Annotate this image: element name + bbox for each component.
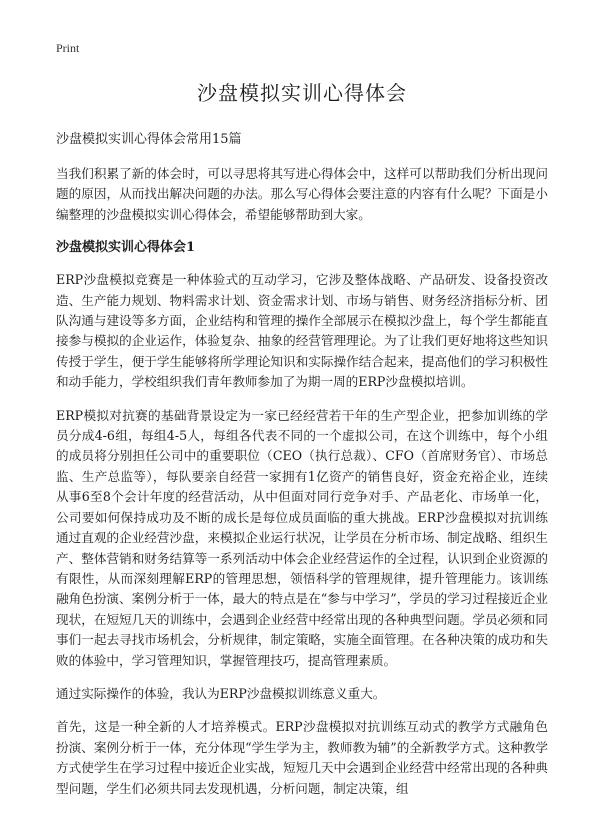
section-heading: 沙盘模拟实训心得体会1: [56, 240, 196, 256]
body-paragraph-1: ERP沙盘模拟竞赛是一种体验式的互动学习，它涉及整体战略、产品研发、设备投资改造、生产能力规划、物料需求计划、资金需求计划、市场与销售、财务经济指标分析、团队沟通与建设等多方面，企业结构和管理的操作全部展示在模拟沙盘上，每个学生都能直接参与模拟的企业运作，体验复杂、抽象的经营管理理论。为了让我们更好地将这些知识传授于学生，便于学生能够将所学理论知识和实际操作结合起来，提高他们的学习积极性和动手能力，学校组织我们青年教师参加了为期一周的ERP沙盘模拟培训。: [56, 272, 548, 390]
intro-paragraph: 当我们积累了新的体会时，可以寻思将其写进心得体会中，这样可以帮助我们分析出现问题的原因，从而找出解决问题的办法。那么写心得体会要注意的内容有什么呢？下面是小编整理的沙盘模拟实训心得体会，希望能够帮助到大家。: [56, 166, 548, 222]
body-paragraph-2: ERP模拟对抗赛的基础背景设定为一家已经经营若干年的生产型企业，把参加训练的学员分成4-6组，每组4-5人，每组各代表不同的一个虚拟公司，在这个训练中，每个小组的成员将分别担任公司中的重要职位（CEO（执行总裁）、CFO（首席财务官）、市场总监、生产总监等），每队要亲自经营一家拥有1亿资产的销售良好，资金充裕企业，连续从事6至8个会计年度的经营活动，从中但面对同行竞争对手、产品老化、市场单一化，公司要如何保持成功及不断的成长是每位成员面临的重大挑战。ERP沙盘模拟对抗训练通过直观的企业经营沙盘，来模拟企业运行状况，让学员在分析市场、制定战略、组织生产、整体营销和财务结算等一系列活动中体会企业经营运作的全过程，认识到企业资源的有限性，从而深刻理解ERP的管理思想，领悟科学的管理规律，提升管理能力。该训练融角色扮演、案例分析于一体，最大的特点是在“参与中学习”，学员的学习过程接近企业现状，在短短几天的训练中，会遇到企业经营中经常出现的各种典型问题。学员必须和同事们一起去寻找市场机会，分析规律，制定策略，实施全面管理。在各种决策的成功和失败的体验中，学习管理知识，掌握管理技巧，提高管理素质。: [56, 407, 548, 668]
print-link[interactable]: Print: [56, 41, 80, 55]
document-subtitle: 沙盘模拟实训心得体会常用15篇: [56, 132, 242, 147]
document-title: 沙盘模拟实训心得体会: [197, 81, 407, 105]
body-paragraph-4: 首先，这是一种全新的人才培养模式。ERP沙盘模拟对抗训练互动式的教学方式融角色扮演、案例分析于一体，充分体现“学生学为主，教师教为辅”的全新教学方式。这种教学方式使学生在学习过程中接近企业实战，短短几天中会遇到企业经营中经常出现的各种典型问题，学生们必须共同去发现机遇，分析问题，制定决策，组: [56, 719, 548, 796]
body-paragraph-3: 通过实际操作的体验，我认为ERP沙盘模拟训练意义重大。: [56, 685, 386, 701]
